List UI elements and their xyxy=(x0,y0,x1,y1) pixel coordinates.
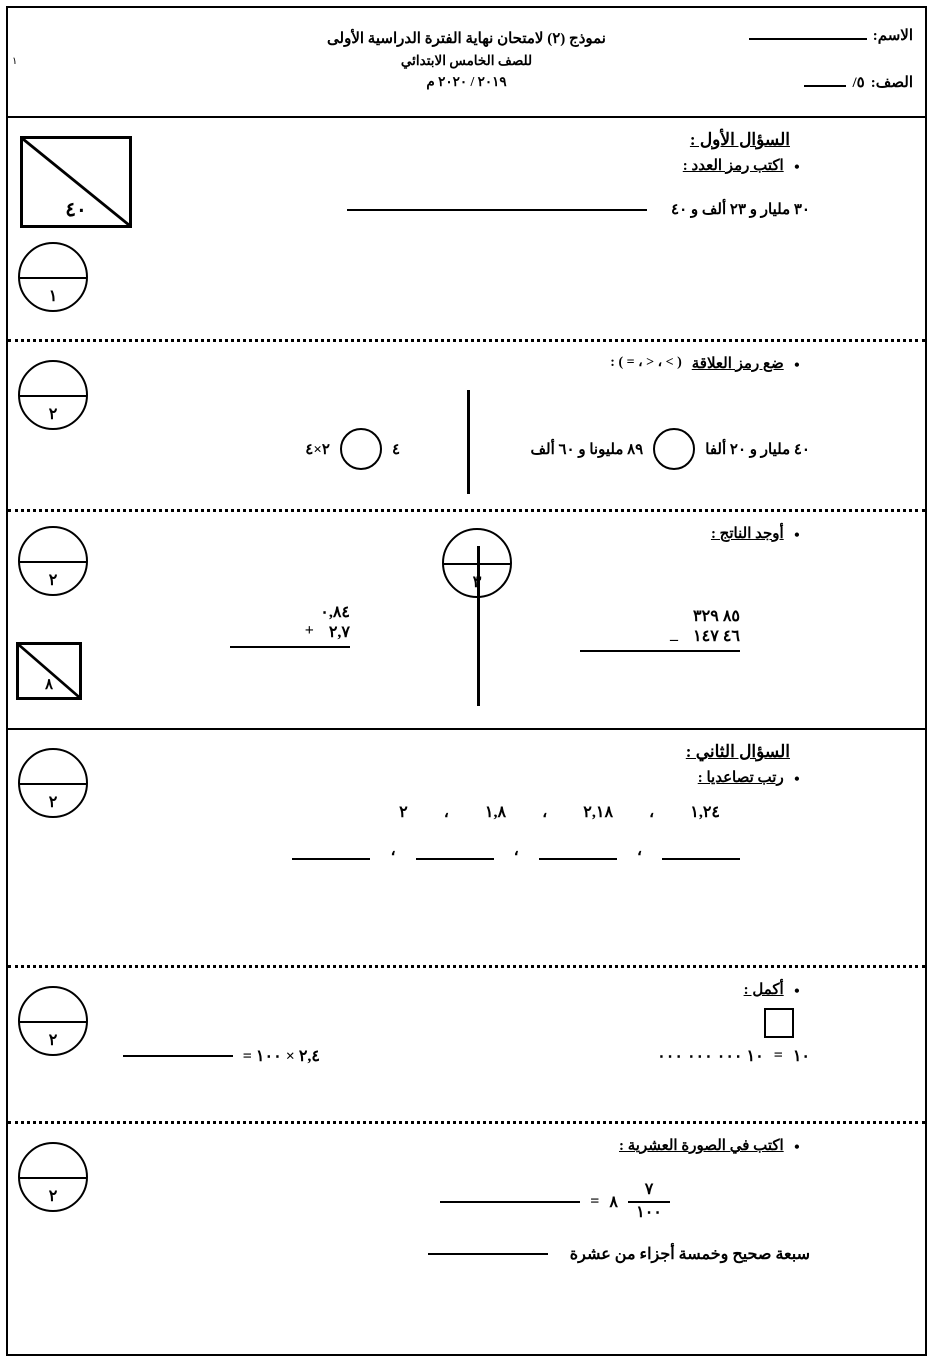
section-total-value: ٨ xyxy=(44,677,54,693)
q1-content xyxy=(28,130,830,219)
q1-prompt-line xyxy=(28,156,800,176)
q2b-content xyxy=(28,980,830,1098)
q2-sequence xyxy=(28,802,720,822)
operation2-bottom: ٢,٧ xyxy=(328,624,350,641)
question-row-q1c xyxy=(8,512,925,730)
operation2-rule xyxy=(230,646,350,648)
class-row xyxy=(673,73,913,92)
q2b-prompt-line xyxy=(28,980,800,1000)
operation1-row2 xyxy=(580,626,740,646)
student-info xyxy=(673,26,913,92)
q2c-mixed-number-line xyxy=(28,1182,670,1222)
answer-blank[interactable] xyxy=(428,1253,548,1255)
bullet-icon: • xyxy=(793,157,800,177)
q1-statement-line xyxy=(28,200,810,219)
mark-value-q1b: ٢ xyxy=(48,406,58,423)
q2-prompt-line xyxy=(28,768,800,788)
mixed-fraction xyxy=(628,1182,670,1222)
sequence-separator: ، xyxy=(390,842,396,859)
operation-subtraction xyxy=(580,606,740,652)
comparison-answer-circle-1[interactable] xyxy=(653,428,695,470)
sequence-item: ٢ xyxy=(399,804,408,821)
bullet-icon: • xyxy=(793,355,800,375)
q2b-equation-left xyxy=(123,1046,320,1066)
exam-title-line1: نموذج (٢) لامتحان نهاية الفترة الدراسية الأولى xyxy=(327,31,606,47)
comparison-item-2 xyxy=(305,428,400,470)
q2c-content xyxy=(28,1136,830,1264)
q2-prompt: رتب تصاعديا : xyxy=(697,770,784,786)
q2-answer-blanks xyxy=(28,840,740,860)
answer-blank[interactable] xyxy=(662,858,740,860)
equals-sign: = xyxy=(590,1192,600,1210)
operation1-sign: _ xyxy=(670,626,680,643)
power-base: ١٠ xyxy=(792,1048,810,1065)
mark-circle-q1 xyxy=(18,242,88,312)
power-box-wrap xyxy=(764,1008,794,1043)
q2c-words-line xyxy=(28,1244,810,1264)
exam-page xyxy=(6,6,927,1356)
bullet-icon: • xyxy=(793,525,800,545)
sequence-separator: ، xyxy=(649,804,655,821)
q2b-items xyxy=(28,1002,830,1098)
answer-blank[interactable] xyxy=(292,858,370,860)
q1-prompt: اكتب رمز العدد : xyxy=(682,158,784,174)
mark-value-q1c-right: ٣ xyxy=(472,574,482,591)
exam-title-line2: للصف الخامس الابتدائي xyxy=(400,53,533,69)
mark-value-q2b: ٢ xyxy=(48,1032,58,1049)
sequence-item: ٢,١٨ xyxy=(583,804,614,821)
answer-blank[interactable] xyxy=(123,1055,233,1057)
operation1-top: ٨٥ ٣٢٩ xyxy=(693,608,740,625)
q2-content xyxy=(28,742,830,860)
q1b-prompt: ضع رمز العلاقة xyxy=(691,356,784,372)
name-label: الاسم: xyxy=(872,28,913,44)
operation2-sign: + xyxy=(304,622,315,639)
name-blank[interactable] xyxy=(749,38,867,40)
operation2-top: ٠,٨٤ xyxy=(320,604,350,621)
total-marks-box xyxy=(20,136,132,228)
q1-statement: ٣٠ مليار و ٢٣ ألف و ٤٠ xyxy=(671,202,810,218)
mark-value-q1: ١ xyxy=(48,288,58,305)
equals-sign: = xyxy=(773,1047,783,1064)
sequence-separator: ، xyxy=(542,804,548,821)
sequence-item: ١,٨ xyxy=(484,804,507,821)
operation1-rule xyxy=(580,650,740,652)
q1c-content xyxy=(28,524,830,716)
fraction-numerator: ٧ xyxy=(644,1181,654,1198)
mark-value-q1c-left: ٢ xyxy=(48,572,58,589)
compare-right-operand: ٨٩ مليونا و ٦٠ ألف xyxy=(530,441,644,458)
class-blank[interactable] xyxy=(804,85,846,87)
comparison-area xyxy=(28,376,830,496)
number-in-words: سبعة صحيح وخمسة أجزاء من عشرة xyxy=(569,1245,810,1263)
exponent-answer-box[interactable] xyxy=(764,1008,794,1038)
q1b-prompt-suffix: ( > ، < ، = ) : xyxy=(610,355,682,370)
mark-circle-q1c-right xyxy=(442,528,512,598)
class-value: ٥/ xyxy=(852,75,865,91)
mark-value-q2: ٢ xyxy=(48,794,58,811)
q1b-content xyxy=(28,354,830,496)
q1-title: السؤال الأول : xyxy=(689,130,790,149)
bullet-icon: • xyxy=(793,769,800,789)
q1-answer-blank[interactable] xyxy=(347,209,647,211)
q2b-equation-right xyxy=(657,1046,810,1066)
compare-left-operand: ٤٠ مليار و ٢٠ ألفا xyxy=(705,441,810,458)
q1b-prompt-line xyxy=(28,354,800,374)
vertical-divider xyxy=(467,390,470,494)
operation1-bottom: ٤٦ ١٤٧ xyxy=(693,628,740,645)
fraction-denominator: ١٠٠ xyxy=(636,1203,662,1221)
bullet-icon: • xyxy=(793,1137,800,1157)
multiply-expression: ٢,٤ × ١٠٠ = xyxy=(242,1048,320,1065)
name-row xyxy=(673,26,913,45)
sequence-separator: ، xyxy=(443,804,449,821)
comparison-answer-circle-2[interactable] xyxy=(340,428,382,470)
page-header xyxy=(8,8,925,118)
total-marks-value: ٤٠ xyxy=(65,199,87,221)
question-row-q2 xyxy=(8,730,925,968)
q2c-prompt-line xyxy=(28,1136,800,1156)
q2c-prompt: اكتب في الصورة العشرية : xyxy=(619,1138,784,1154)
mixed-whole-number: ٨ xyxy=(609,1193,618,1211)
operations-area xyxy=(28,546,830,716)
q2-title: السؤال الثاني : xyxy=(685,742,790,761)
question-row-q1 xyxy=(8,118,925,342)
operation-addition xyxy=(230,602,350,648)
answer-blank[interactable] xyxy=(539,858,617,860)
q1c-prompt-line xyxy=(28,524,800,544)
page-side-mark: ١ xyxy=(12,56,18,67)
big-number-value: ١٠ ٠٠٠ ٠٠٠ ٠٠٠ xyxy=(657,1048,764,1065)
operation2-row2 xyxy=(230,622,350,642)
exam-title-line3: ٢٠١٩ / ٢٠٢٠ م xyxy=(426,74,507,90)
compare2-left-operand: ٤ xyxy=(391,441,400,458)
sequence-item: ١,٢٤ xyxy=(690,804,720,821)
question-row-q2c xyxy=(8,1124,925,1334)
q1c-prompt: أوجد الناتج : xyxy=(710,526,784,542)
sequence-separator: ، xyxy=(636,842,642,859)
sequence-separator: ، xyxy=(513,842,519,859)
mark-circle-q2c xyxy=(18,1142,88,1212)
question-row-q1b xyxy=(8,342,925,512)
comparison-item-1 xyxy=(530,428,810,470)
mark-value-q2c: ٢ xyxy=(48,1188,58,1205)
class-label: الصف: xyxy=(870,75,913,91)
fraction-bar xyxy=(628,1201,670,1203)
answer-blank[interactable] xyxy=(416,858,494,860)
compare2-right-operand: ٢×٤ xyxy=(305,441,330,458)
answer-blank[interactable] xyxy=(440,1201,580,1203)
q2b-prompt: أكمل : xyxy=(743,982,784,998)
mark-circle-q2 xyxy=(18,748,88,818)
bullet-icon: • xyxy=(793,981,800,1001)
question-row-q2b xyxy=(8,968,925,1124)
